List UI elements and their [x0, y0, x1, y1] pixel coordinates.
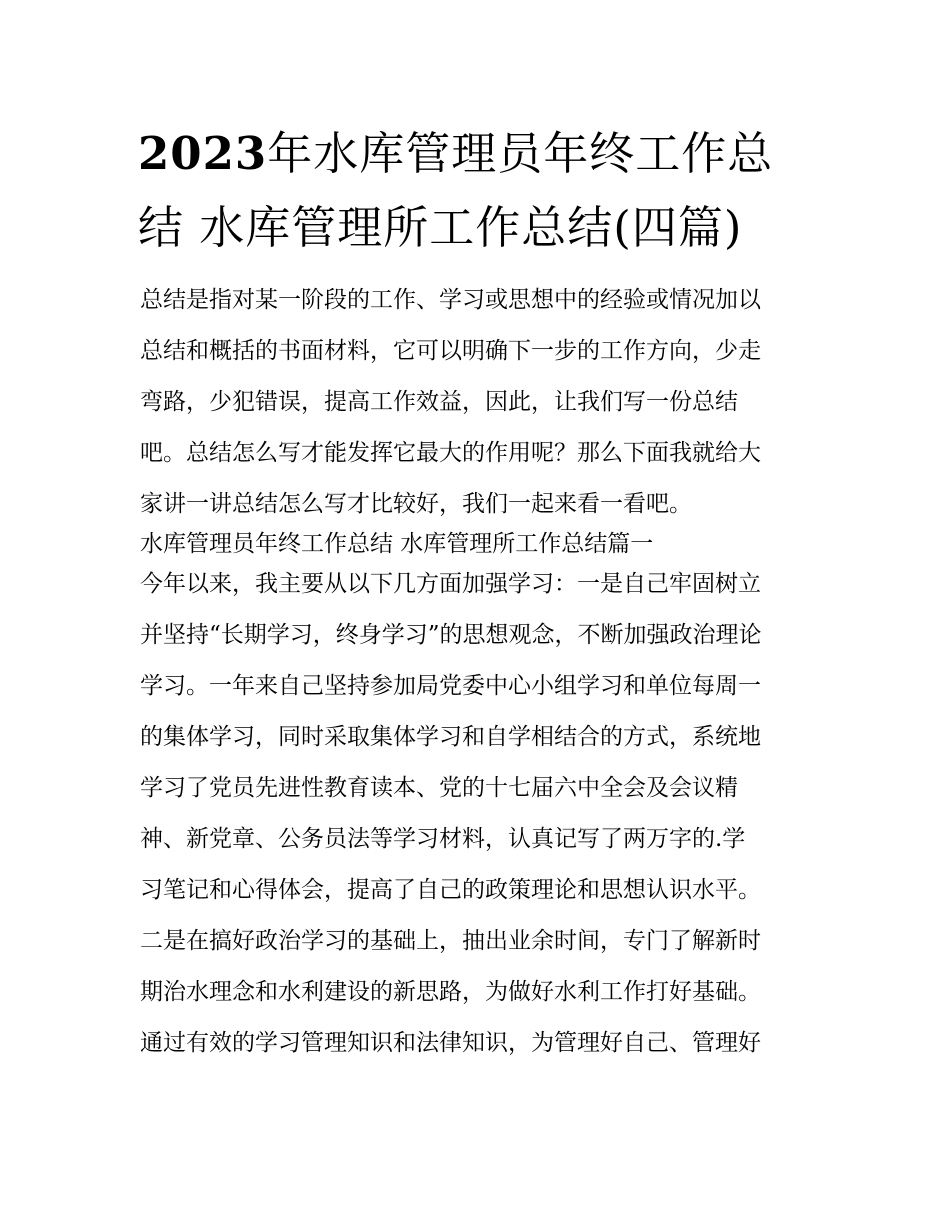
- body-line: 学习了党员先进性教育读本、党的十七届六中全会及会议精: [140, 775, 738, 801]
- document-title: [138, 117, 818, 265]
- title-year: 2023: [138, 127, 268, 180]
- body-line: 今年以来，我主要从以下几方面加强学习：一是自己牢固树立: [140, 571, 761, 597]
- body-line: 吧。总结怎么写才能发挥它最大的作用呢？那么下面我就给大: [140, 440, 761, 466]
- body-line: 神、新党章、公务员法等学习材料，认真记写了两万字的.学: [140, 826, 746, 852]
- body-line: 弯路，少犯错误，提高工作效益，因此，让我们写一份总结: [140, 389, 738, 415]
- title-line1-rest: 年水库管理员年终工作总: [267, 127, 774, 180]
- body-line: 期治水理念和水利建设的新思路，为做好水利工作打好基础。: [140, 979, 761, 1005]
- body-line: 通过有效的学习管理知识和法律知识，为管理好自己、管理好: [140, 1030, 761, 1056]
- body-line: 二是在搞好政治学习的基础上，抽出业余时间，专门了解新时: [140, 928, 761, 954]
- body-line: 并坚持“长期学习，终身学习”的思想观念，不断加强政治理论: [140, 622, 762, 648]
- title-line2: 结 水库管理所工作总结(四篇): [138, 201, 743, 254]
- body-line: 家讲一讲总结怎么写才比较好，我们一起来看一看吧。: [140, 491, 692, 517]
- body-line: 学习。一年来自己坚持参加局党委中心小组学习和单位每周一: [140, 673, 761, 699]
- section-heading: 水库管理员年终工作总结 水库管理所工作总结篇一: [140, 531, 654, 557]
- body-line: 总结和概括的书面材料，它可以明确下一步的工作方向，少走: [140, 338, 761, 364]
- body-line: 的集体学习，同时采取集体学习和自学相结合的方式，系统地: [140, 724, 761, 750]
- body-line: 习笔记和心得体会，提高了自己的政策理论和思想认识水平。: [140, 877, 761, 903]
- document-body: [140, 280, 820, 1074]
- body-line: 总结是指对某一阶段的工作、学习或思想中的经验或情况加以: [140, 287, 761, 313]
